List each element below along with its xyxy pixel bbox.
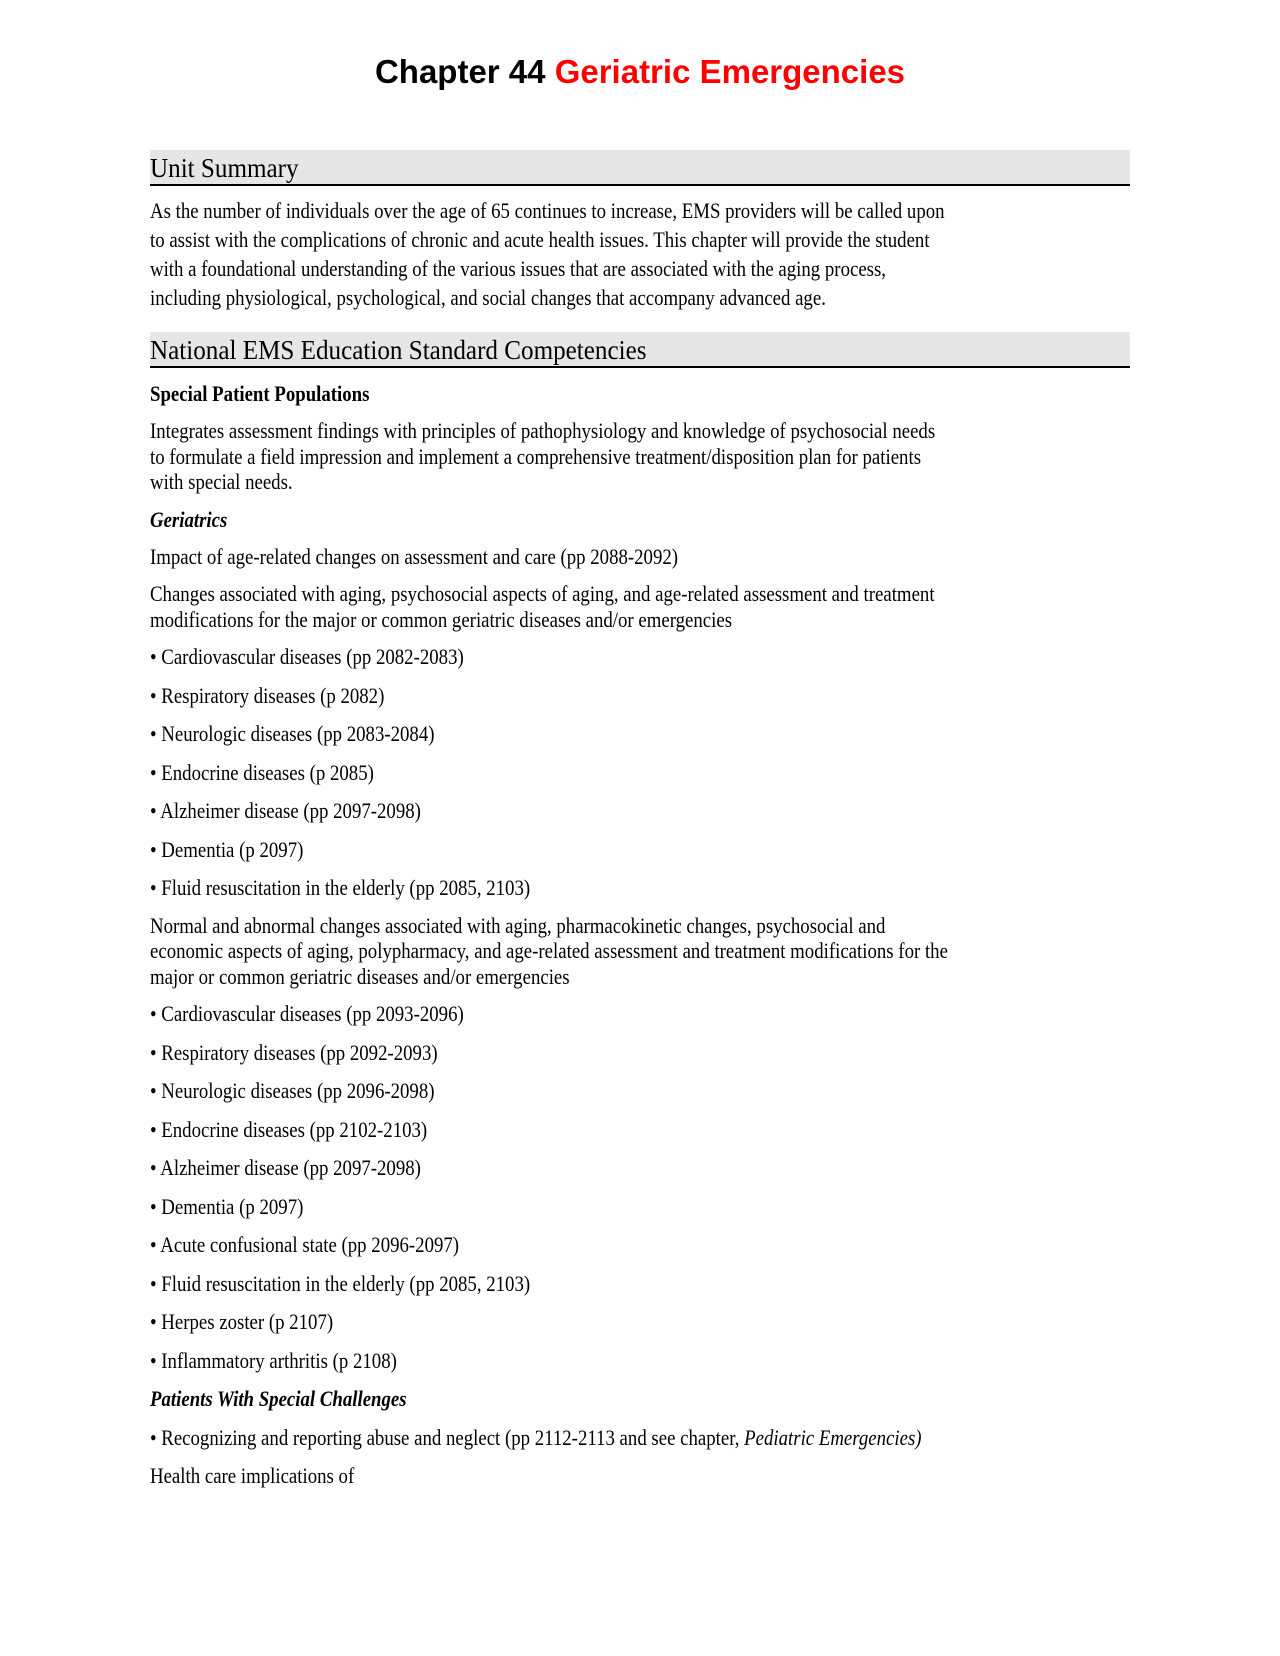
- list-item-text: Recognizing and reporting abuse and neglect (pp 2112-2113 and see chapter,: [161, 1425, 745, 1450]
- list-item-text: Dementia (p 2097): [161, 836, 304, 862]
- bullet: •: [150, 1001, 157, 1026]
- summary-line: including physiological, psychological, and social changes that accompany advanced age.: [150, 285, 826, 310]
- list-item-text: Respiratory diseases (pp 2092-2093): [161, 1039, 438, 1065]
- list-item: [150, 760, 374, 786]
- list-item-text: Acute confusional state (pp 2096-2097): [160, 1232, 460, 1257]
- list-item-text: Inflammatory arthritis (p 2108): [161, 1347, 397, 1373]
- list-item: [150, 683, 384, 709]
- list-item: [150, 1040, 438, 1066]
- list-item-text: Cardiovascular diseases (pp 2082-2083): [161, 644, 464, 669]
- bullet: •: [150, 1193, 157, 1219]
- bullet: •: [150, 721, 157, 746]
- section-header-competencies: [150, 332, 1130, 368]
- list-item: [150, 1309, 333, 1335]
- list-item: [150, 875, 530, 901]
- bullet: •: [150, 836, 157, 862]
- list-item: [150, 721, 435, 747]
- impact-text: Impact of age-related changes on assessment and care (pp 2088-2092): [150, 544, 679, 569]
- list-item: [150, 1271, 530, 1297]
- bullet: •: [150, 875, 157, 900]
- list-item-text: Neurologic diseases (pp 2096-2098): [161, 1078, 435, 1103]
- normal-line: economic aspects of aging, polypharmacy, and age-related assessment and treatment modifications for the: [150, 938, 948, 963]
- summary-line: As the number of individuals over the age of 65 continues to increase, EMS providers will be called upon: [150, 198, 945, 223]
- bullet: •: [150, 644, 157, 669]
- section-heading: National EMS Education Standard Competencies: [150, 335, 647, 365]
- section-heading: Unit Summary: [150, 153, 299, 183]
- list-item-text: Fluid resuscitation in the elderly (pp 2085, 2103): [161, 875, 531, 900]
- bullet: •: [150, 1232, 157, 1257]
- list-item: [150, 1078, 435, 1104]
- list-item-text: Neurologic diseases (pp 2083-2084): [161, 721, 435, 746]
- trailing-text: Health care implications of: [150, 1463, 355, 1488]
- list-item: [150, 1232, 459, 1258]
- list-item: [150, 1001, 464, 1027]
- bullet: •: [150, 798, 157, 823]
- bullet: •: [150, 1270, 157, 1296]
- normal-line: major or common geriatric diseases and/or emergencies: [150, 964, 570, 989]
- list-item-text: Endocrine diseases (pp 2102-2103): [161, 1116, 428, 1142]
- list-item: [150, 798, 421, 824]
- bullet: •: [150, 1039, 157, 1065]
- subheading-geriatrics: Geriatrics: [150, 507, 228, 532]
- list-item: [150, 644, 464, 670]
- list-item: [150, 837, 303, 863]
- list-item: [150, 1155, 421, 1181]
- list-item-text: Alzheimer disease (pp 2097-2098): [160, 1155, 421, 1180]
- subheading-special-populations: Special Patient Populations: [150, 381, 370, 406]
- chapter-reference: Pediatric Emergencies): [744, 1425, 922, 1450]
- title-prefix: Chapter 44: [374, 53, 546, 90]
- summary-line: to assist with the complications of chronic and acute health issues. This chapter will provide the student: [150, 227, 930, 252]
- bullet: •: [150, 682, 157, 708]
- list-item-text: Herpes zoster (p 2107): [161, 1309, 334, 1334]
- subheading-special-challenges: Patients With Special Challenges: [150, 1386, 407, 1411]
- bullet: •: [150, 1425, 157, 1450]
- page-title: [0, 52, 1280, 92]
- intro-line: with special needs.: [150, 469, 293, 494]
- list-item: [150, 1117, 427, 1143]
- changes-line: Changes associated with aging, psychosocial aspects of aging, and age-related assessment and treatment: [150, 581, 935, 606]
- list-item-text: Respiratory diseases (p 2082): [161, 682, 385, 708]
- list-item-text: Fluid resuscitation in the elderly (pp 2085, 2103): [161, 1270, 531, 1296]
- bullet: •: [150, 1116, 157, 1142]
- list-item: [150, 1348, 397, 1374]
- list-item-text: Dementia (p 2097): [161, 1193, 304, 1219]
- bullet: •: [150, 1309, 157, 1334]
- intro-line: to formulate a field impression and implement a comprehensive treatment/disposition plan for patients: [150, 444, 922, 469]
- summary-line: with a foundational understanding of the various issues that are associated with the aging process,: [150, 256, 887, 281]
- bullet: •: [150, 1347, 157, 1373]
- title-highlight: Geriatric Emergencies: [554, 53, 906, 90]
- list-item: [150, 1425, 922, 1451]
- bullet: •: [150, 1078, 157, 1103]
- intro-line: Integrates assessment findings with principles of pathophysiology and knowledge of psychosocial needs: [150, 418, 936, 443]
- changes-line: modifications for the major or common geriatric diseases and/or emergencies: [150, 607, 733, 632]
- bullet: •: [150, 1155, 157, 1180]
- list-item: [150, 1194, 303, 1220]
- section-header-unit-summary: [150, 150, 1130, 186]
- bullet: •: [150, 759, 157, 785]
- list-item-text: Cardiovascular diseases (pp 2093-2096): [161, 1001, 464, 1026]
- list-item-text: Alzheimer disease (pp 2097-2098): [160, 798, 421, 823]
- normal-line: Normal and abnormal changes associated with aging, pharmacokinetic changes, psychosocial and: [150, 913, 886, 938]
- list-item-text: Endocrine diseases (p 2085): [161, 759, 374, 785]
